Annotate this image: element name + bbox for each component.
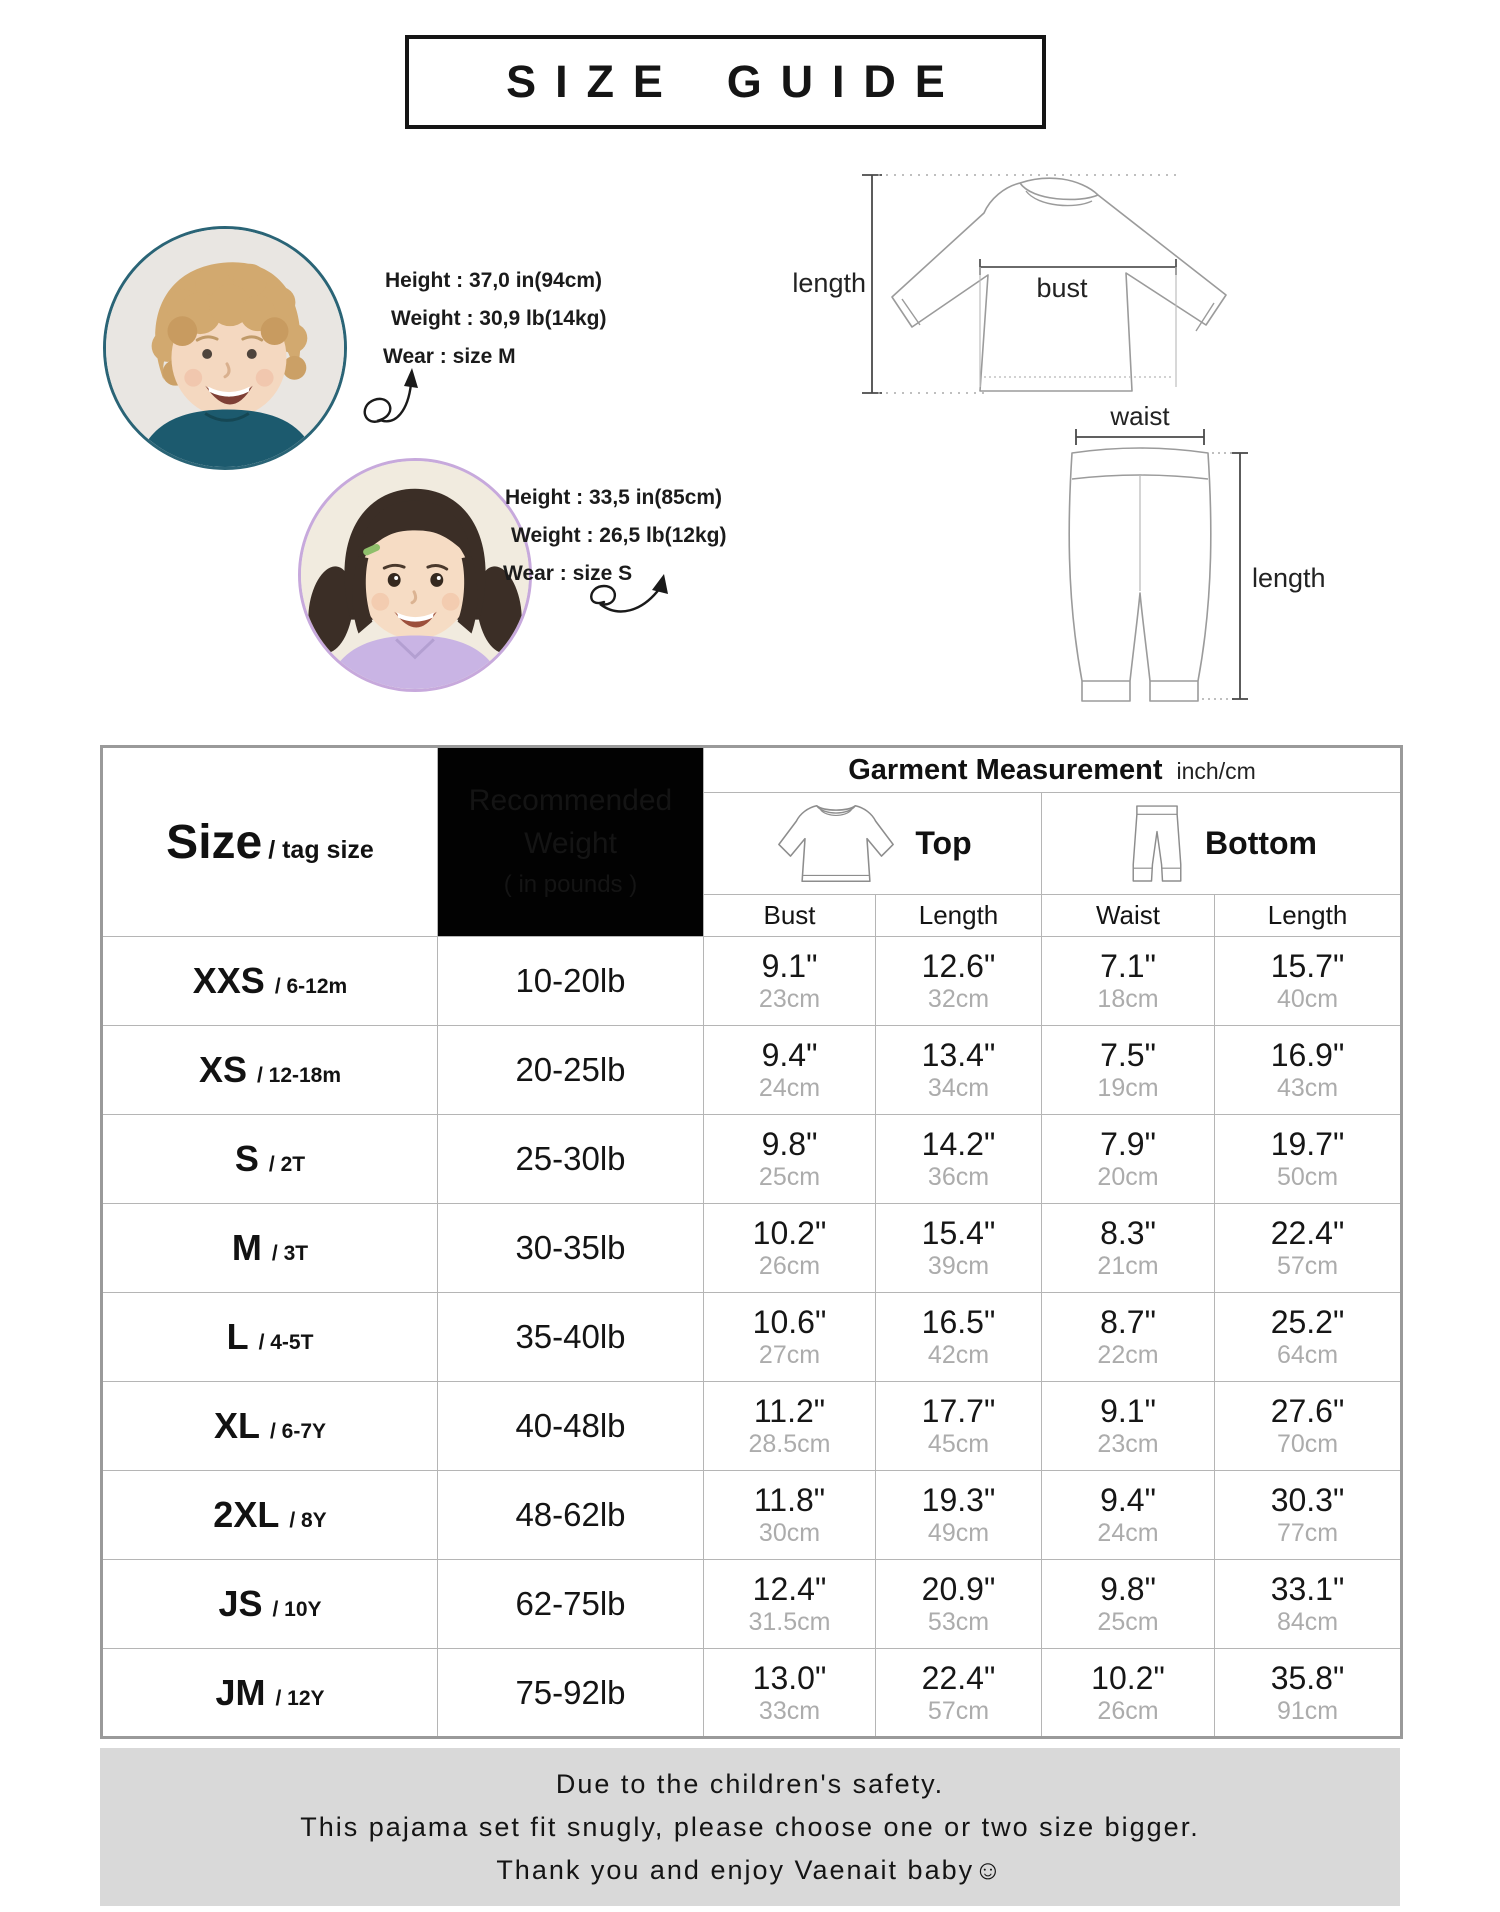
weight-header-line1: Recommended: [468, 784, 673, 817]
waist-cm: 20cm: [1097, 1163, 1159, 1191]
waist-column-header: Waist: [1042, 895, 1215, 937]
waist-cm: 18cm: [1097, 985, 1159, 1013]
size-cell: [102, 1560, 438, 1649]
top-length-inch: 14.2": [921, 1126, 996, 1162]
bottom-length-cell: [1215, 1115, 1402, 1204]
top-length-cell: [876, 1026, 1042, 1115]
bust-cm: 27cm: [758, 1341, 821, 1369]
girl-height-label: Height : 33,5 in(85cm): [505, 486, 723, 509]
recommended-weight-header-cell: [438, 747, 704, 937]
boy-wear-label: Wear : size M: [383, 345, 516, 368]
waist-inch: 9.4": [1100, 1482, 1156, 1518]
top-length-cell: [876, 1560, 1042, 1649]
bust-inch: 12.4": [752, 1571, 827, 1607]
size-label: XS: [198, 1049, 247, 1090]
bottom-garment-icon: [1125, 799, 1189, 889]
bust-inch: 11.2": [753, 1393, 826, 1429]
girl-weight-label: Weight : 26,5 lb(12kg): [511, 524, 727, 547]
tag-size-label: / 10Y: [272, 1598, 322, 1621]
boy-height-label: Height : 37,0 in(94cm): [385, 269, 603, 292]
boy-model-photo: [103, 226, 347, 470]
tag-size-label: / 2T: [268, 1153, 306, 1176]
waist-cell: [1042, 1204, 1215, 1293]
waist-inch: 8.3": [1100, 1215, 1156, 1251]
garment-measurement-label: Garment Measurement: [848, 753, 1163, 786]
table-row: [102, 937, 1402, 1026]
bottom-length-column-header: Length: [1215, 895, 1402, 937]
bust-cm: 25cm: [758, 1163, 821, 1191]
table-row: [102, 1560, 1402, 1649]
size-cell: [102, 1115, 438, 1204]
bust-cm: 24cm: [758, 1074, 821, 1102]
bust-cell: [704, 1471, 876, 1560]
top-length-inch: 17.7": [921, 1393, 996, 1429]
table-row: [102, 1471, 1402, 1560]
tag-size-label: / 6-7Y: [269, 1420, 327, 1443]
shirt-length-label: length: [792, 268, 866, 298]
bust-cm: 28.5cm: [748, 1430, 831, 1458]
top-length-inch: 13.4": [921, 1037, 996, 1073]
waist-cm: 19cm: [1097, 1074, 1159, 1102]
table-row: [102, 1649, 1402, 1738]
bust-inch: 13.0": [752, 1659, 827, 1696]
bottom-length-inch: 15.7": [1270, 948, 1345, 984]
size-cell: [102, 1471, 438, 1560]
size-cell: [102, 1293, 438, 1382]
table-row: [102, 1204, 1402, 1293]
top-length-cell: [876, 1293, 1042, 1382]
tag-size-label: / 4-5T: [258, 1331, 314, 1354]
boy-weight-label: Weight : 30,9 lb(14kg): [391, 307, 607, 330]
top-length-cm: 45cm: [927, 1430, 990, 1458]
size-label: M: [231, 1227, 262, 1268]
tag-size-label: / 6-12m: [274, 975, 348, 998]
bottom-length-cell: [1215, 1204, 1402, 1293]
weight-cell: 40-48lb: [438, 1382, 704, 1471]
weight-cell: 10-20lb: [438, 937, 704, 1026]
safety-note-line2: This pajama set fit snugly, please choose one or two size bigger.: [300, 1811, 1200, 1842]
girl-model-photo: [298, 458, 532, 692]
top-length-inch: 22.4": [921, 1659, 996, 1696]
weight-cell: 20-25lb: [438, 1026, 704, 1115]
waist-cm: 24cm: [1097, 1519, 1159, 1547]
weight-header-line3: ( in pounds ): [503, 871, 638, 898]
waist-inch: 10.2": [1091, 1659, 1165, 1696]
waist-cm: 22cm: [1097, 1341, 1159, 1369]
top-length-cm: 32cm: [927, 985, 990, 1013]
top-length-inch: 15.4": [921, 1215, 996, 1251]
size-label: S: [234, 1138, 259, 1179]
top-length-cm: 34cm: [927, 1074, 990, 1102]
top-length-column-header: Length: [876, 895, 1042, 937]
safety-note-line1: Due to the children's safety.: [555, 1768, 945, 1799]
top-length-cm: 42cm: [927, 1341, 990, 1369]
page-title: SIZE GUIDE: [506, 56, 964, 107]
garment-measurement-header-cell: [704, 747, 1402, 793]
top-length-cell: [876, 937, 1042, 1026]
bust-inch: 9.8": [761, 1126, 818, 1162]
bottom-length-cm: 84cm: [1276, 1608, 1339, 1636]
bust-inch: 10.2": [752, 1215, 827, 1251]
waist-cm: 23cm: [1097, 1430, 1159, 1458]
top-length-cell: [876, 1115, 1042, 1204]
tag-size-header-label: / tag size: [268, 835, 374, 864]
bust-inch: 11.8": [753, 1482, 826, 1518]
top-length-cm: 53cm: [927, 1608, 990, 1636]
table-row: [102, 1293, 1402, 1382]
curly-arrow-icon: [352, 356, 422, 434]
tag-size-label: / 3T: [271, 1242, 309, 1265]
top-length-cm: 49cm: [927, 1519, 990, 1547]
bottom-length-cell: [1215, 1471, 1402, 1560]
bottom-length-cm: 40cm: [1276, 985, 1339, 1013]
top-length-cm: 57cm: [927, 1696, 990, 1725]
safety-note-line3: Thank you and enjoy Vaenait baby☺: [496, 1854, 1004, 1885]
size-label: XL: [213, 1405, 260, 1446]
size-table: [100, 745, 1403, 1739]
bust-cell: [704, 1560, 876, 1649]
curly-arrow-icon: [578, 556, 682, 628]
bottom-length-inch: 30.3": [1270, 1482, 1345, 1518]
boy-portrait-illustration: [106, 229, 344, 467]
bottom-length-cell: [1215, 1026, 1402, 1115]
size-label: 2XL: [213, 1494, 280, 1535]
bottom-length-cell: [1215, 1293, 1402, 1382]
size-header-cell: [102, 747, 438, 937]
top-measurement-diagram: [780, 155, 1260, 415]
weight-cell: 48-62lb: [438, 1471, 704, 1560]
bottom-measurement-diagram: [1040, 395, 1340, 715]
waist-label: waist: [1110, 401, 1170, 431]
size-cell: [102, 1026, 438, 1115]
size-cell: [102, 1649, 438, 1738]
bust-cm: 33cm: [758, 1696, 821, 1725]
waist-cm: 26cm: [1097, 1696, 1159, 1725]
waist-cell: [1042, 937, 1215, 1026]
title-box: [405, 35, 1046, 129]
bottom-length-cell: [1215, 1560, 1402, 1649]
top-length-cell: [876, 1382, 1042, 1471]
weight-cell: 62-75lb: [438, 1560, 704, 1649]
size-cell: [102, 937, 438, 1026]
top-label: Top: [915, 825, 972, 861]
girl-wear-label: Wear : size S: [503, 562, 633, 585]
waist-inch: 7.9": [1100, 1126, 1156, 1162]
size-header-label: Size: [166, 815, 263, 869]
bust-cell: [704, 1026, 876, 1115]
size-cell: [102, 1382, 438, 1471]
waist-cell: [1042, 1560, 1215, 1649]
tag-size-label: / 12-18m: [256, 1064, 342, 1087]
size-label: XXS: [192, 960, 265, 1001]
weight-cell: 75-92lb: [438, 1649, 704, 1738]
unit-label: inch/cm: [1176, 757, 1256, 784]
safety-note: [100, 1748, 1400, 1906]
waist-inch: 9.1": [1100, 1393, 1156, 1429]
waist-cell: [1042, 1293, 1215, 1382]
waist-inch: 7.5": [1100, 1037, 1156, 1073]
bottom-length-inch: 35.8": [1270, 1659, 1345, 1696]
bust-cm: 26cm: [758, 1252, 821, 1280]
top-length-inch: 19.3": [921, 1482, 996, 1518]
bottom-header-cell: [1042, 793, 1402, 895]
tag-size-label: / 8Y: [289, 1509, 327, 1532]
girl-portrait-illustration: [301, 461, 529, 689]
top-length-inch: 12.6": [921, 948, 996, 984]
top-length-inch: 16.5": [921, 1304, 996, 1340]
bust-cell: [704, 1115, 876, 1204]
waist-cell: [1042, 1471, 1215, 1560]
size-label: JS: [218, 1583, 263, 1624]
table-header-row: [102, 747, 1402, 793]
bottom-length-cm: 50cm: [1276, 1163, 1339, 1191]
bottom-length-inch: 16.9": [1270, 1037, 1345, 1073]
weight-header-line2: Weight: [524, 827, 617, 860]
bust-cm: 31.5cm: [748, 1608, 831, 1636]
weight-cell: 25-30lb: [438, 1115, 704, 1204]
bottom-length-inch: 25.2": [1270, 1304, 1345, 1340]
bottom-label: Bottom: [1205, 825, 1317, 861]
bust-cm: 30cm: [758, 1519, 821, 1547]
bust-column-header: Bust: [704, 895, 876, 937]
bottom-length-inch: 22.4": [1270, 1215, 1345, 1251]
top-length-cell: [876, 1204, 1042, 1293]
waist-cell: [1042, 1382, 1215, 1471]
waist-cell: [1042, 1026, 1215, 1115]
bust-inch: 9.4": [761, 1037, 818, 1073]
bottom-length-cm: 43cm: [1276, 1074, 1339, 1102]
bottom-length-cm: 91cm: [1276, 1696, 1339, 1725]
bottom-length-cm: 57cm: [1276, 1252, 1339, 1280]
waist-inch: 9.8": [1100, 1571, 1156, 1607]
waist-cm: 21cm: [1097, 1252, 1159, 1280]
bust-cell: [704, 937, 876, 1026]
size-label: L: [226, 1316, 249, 1357]
waist-cm: 25cm: [1097, 1608, 1159, 1636]
pants-length-label: length: [1252, 563, 1326, 593]
weight-cell: 30-35lb: [438, 1204, 704, 1293]
top-header-cell: [704, 793, 1042, 895]
bust-inch: 10.6": [752, 1304, 827, 1340]
waist-cell: [1042, 1649, 1215, 1738]
waist-inch: 8.7": [1100, 1304, 1156, 1340]
bust-cell: [704, 1649, 876, 1738]
bottom-length-inch: 33.1": [1270, 1571, 1345, 1607]
top-length-cm: 39cm: [927, 1252, 990, 1280]
size-label: JM: [215, 1671, 266, 1713]
bottom-length-inch: 19.7": [1270, 1126, 1345, 1162]
weight-cell: 35-40lb: [438, 1293, 704, 1382]
bust-cell: [704, 1293, 876, 1382]
bust-cell: [704, 1204, 876, 1293]
bottom-length-cell: [1215, 1649, 1402, 1738]
table-row: [102, 1382, 1402, 1471]
size-cell: [102, 1204, 438, 1293]
top-length-cm: 36cm: [927, 1163, 990, 1191]
bust-cell: [704, 1382, 876, 1471]
top-garment-icon: [773, 798, 899, 890]
bust-label: bust: [1036, 273, 1088, 303]
bottom-length-cm: 77cm: [1276, 1519, 1339, 1547]
waist-inch: 7.1": [1100, 948, 1156, 984]
waist-cell: [1042, 1115, 1215, 1204]
bottom-length-cell: [1215, 1382, 1402, 1471]
tag-size-label: / 12Y: [275, 1686, 325, 1710]
table-row: [102, 1026, 1402, 1115]
bottom-length-cm: 64cm: [1276, 1341, 1339, 1369]
table-row: [102, 1115, 1402, 1204]
top-length-inch: 20.9": [921, 1571, 996, 1607]
bottom-length-cell: [1215, 937, 1402, 1026]
top-length-cell: [876, 1471, 1042, 1560]
bottom-length-inch: 27.6": [1270, 1393, 1345, 1429]
bottom-length-cm: 70cm: [1276, 1430, 1339, 1458]
top-length-cell: [876, 1649, 1042, 1738]
bust-cm: 23cm: [758, 985, 821, 1013]
bust-inch: 9.1": [761, 948, 818, 984]
